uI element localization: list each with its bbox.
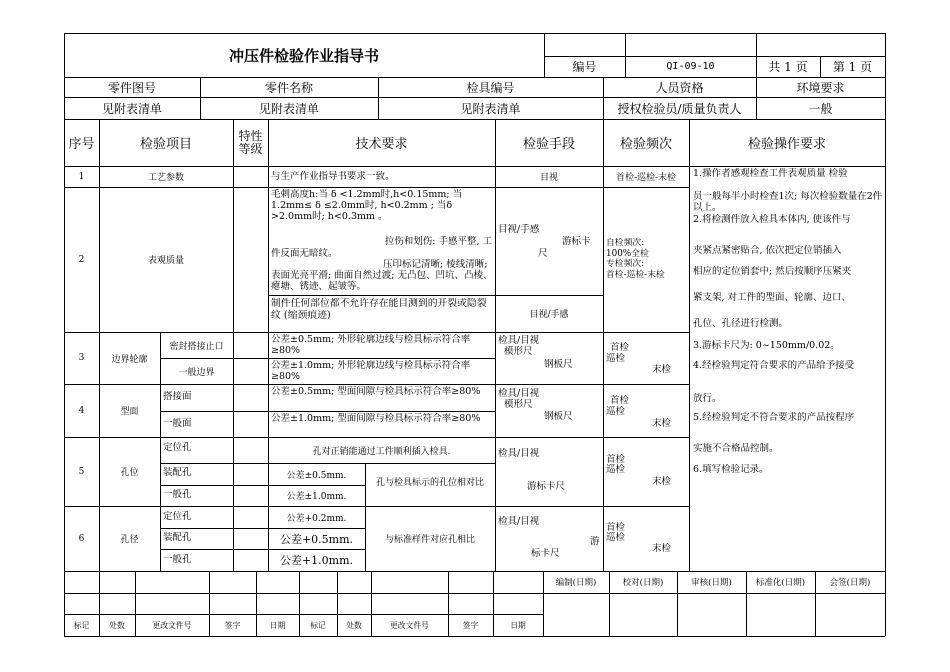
operation-line-6: 紧支架, 对工件的型面、轮廓、边口、 xyxy=(693,292,852,303)
footer-standardize: 标准化(日期) xyxy=(755,578,806,588)
row4-sub-overlap: 搭接面 xyxy=(163,391,192,402)
gauge-no-label: 检具编号 xyxy=(466,80,515,95)
row4-inner-line xyxy=(160,411,495,412)
footer-date-1: 日期 xyxy=(269,620,286,630)
row1-tech: 与生产作业指导书要求一致。 xyxy=(271,171,395,182)
qualification-value: 授权检验员/质量负责人 xyxy=(617,101,742,116)
row1-means: 目视 xyxy=(539,173,558,183)
page-number: 第 1 页 xyxy=(832,60,873,74)
col-header-operation: 检验操作要求 xyxy=(747,137,826,152)
footer-compile: 编制(日期) xyxy=(555,578,597,588)
row4-freq-patrol: 巡检 xyxy=(606,406,626,417)
code-value: QI-09-10 xyxy=(666,61,715,72)
row6-freq-last: 末检 xyxy=(652,543,672,554)
operation-line-9: 4.经检验判定符合要求的产品给予接受 xyxy=(693,360,855,371)
row3-freq-patrol: 巡检 xyxy=(606,353,626,364)
row3-tech-general: 公差±1.0mm; 外形轮廓边线与检具标示符合率≥80% xyxy=(271,360,471,382)
row6-means-caliper-b: 标卡尺 xyxy=(531,548,560,559)
row6-tech-locating: 公差+0.2mm. xyxy=(286,513,347,524)
row2-tech-crack: 制件任何部位都不允许存在能目测到的开裂或隐裂纹 (缩颈痕迹) xyxy=(271,298,487,321)
col-header-special: 特性等级 xyxy=(238,128,263,156)
row5-seq: 5 xyxy=(78,466,85,477)
row3-freq-first: 首检 xyxy=(610,342,630,353)
row3-tech-seal: 公差±0.5mm; 外形轮廓边线与检具标示符合率≥80% xyxy=(271,334,471,356)
environment-label: 环境要求 xyxy=(796,80,845,95)
row1-seq: 1 xyxy=(78,171,85,182)
col-header-seq: 序号 xyxy=(68,137,95,152)
row1-item: 工艺参数 xyxy=(147,173,184,183)
operation-line-7: 孔位、孔径进行检测。 xyxy=(693,318,789,329)
operation-line-4: 夹紧点紧密贴合, 依次把定位销插入 xyxy=(693,245,842,256)
footer-mark-2: 标记 xyxy=(310,620,326,630)
row3-freq-last: 末检 xyxy=(652,364,672,375)
row6-tech-common: 与标准样件对应孔相比 xyxy=(384,535,475,545)
code-label: 编号 xyxy=(572,60,597,74)
row6-freq-patrol: 巡检 xyxy=(606,532,626,543)
row6-means-caliper-a: 游 xyxy=(590,536,600,547)
row4-tech-general: 公差±1.0mm; 型面间隙与检具标示符合率≥80% xyxy=(271,413,481,424)
row3-sub-seal: 密封搭接止口 xyxy=(169,341,224,352)
row6-sub-locating: 定位孔 xyxy=(163,511,192,522)
row3-means-ruler: 钢板尺 xyxy=(544,359,573,370)
row4-means-wedge: 模形尺 xyxy=(504,399,533,410)
row5-sub-general: 一般孔 xyxy=(163,489,192,500)
col-freq-right xyxy=(689,119,690,571)
operation-line-1: 1.操作者感观检查工件表观质量 检验 xyxy=(693,168,848,179)
row6-freq-first: 首检 xyxy=(606,522,626,533)
row6-tech-assembly: 公差+0.5mm. xyxy=(279,532,354,546)
row4-tech-overlap: 公差±0.5mm; 型面间隙与检具标示符合率≥80% xyxy=(271,386,481,397)
row5-item: 孔位 xyxy=(120,468,139,478)
footer-sign-2: 签字 xyxy=(462,620,479,630)
row4-seq: 4 xyxy=(78,405,85,416)
footer-doc-1: 更改文件号 xyxy=(152,620,192,630)
footer-review: 审核(日期) xyxy=(691,578,732,588)
row2-means-caliper: 游标卡 xyxy=(562,236,591,247)
row3-item: 边界轮廓 xyxy=(111,354,148,365)
row5-freq-first: 首检 xyxy=(606,454,626,465)
document-title: 冲压件检验作业指导书 xyxy=(228,46,379,65)
row3-seq: 3 xyxy=(78,353,85,363)
part-drawing-value: 见附表清单 xyxy=(101,101,162,116)
part-name-label: 零件名称 xyxy=(264,80,313,95)
row3-means-gauge: 检具/目视 xyxy=(498,335,540,346)
row5-sub-locating: 定位孔 xyxy=(163,442,192,453)
operation-line-12: 实施不合格品控制。 xyxy=(693,443,779,454)
part-name-value: 见附表清单 xyxy=(258,101,319,116)
row2-tech-scratch: 拉伤和划伤: 手感平整, 工 xyxy=(384,236,492,247)
row4-sub-general: 一般面 xyxy=(163,418,192,429)
row5-means-caliper: 游标卡尺 xyxy=(527,481,566,492)
operation-line-13: 6.填写检验记录。 xyxy=(693,464,769,475)
operation-line-2: 员一般每半小时检查1次; 每次检验数量在2件以上。 xyxy=(693,191,883,213)
row5-freq-patrol: 巡检 xyxy=(606,464,626,475)
operation-line-10: 放行。 xyxy=(693,393,722,404)
frame-right xyxy=(885,33,886,636)
row5-tech-general: 公差±1.0mm. xyxy=(286,492,347,502)
row2-seq: 2 xyxy=(78,254,85,265)
row5-tech-locating: 孔对正销能通过工件顺利插入检具. xyxy=(312,446,451,457)
footer-mark-1: 标记 xyxy=(73,620,90,630)
operation-line-3: 2.将检测件放入检具本体内, 使该件与 xyxy=(693,214,851,225)
footer-check: 校对(日期) xyxy=(622,578,664,588)
row4-freq-first: 首检 xyxy=(610,395,630,406)
row2-item: 表观质量 xyxy=(147,256,184,266)
footer-countersign: 会签(日期) xyxy=(829,578,871,588)
row5-sub-assembly: 装配孔 xyxy=(163,467,192,478)
row2-freq: 自检频次: 100%全检 专检频次: 首检-巡检-末检 xyxy=(606,238,665,280)
row3-means-wedge: 模形尺 xyxy=(504,346,533,357)
operation-line-11: 5.经检验判定不符合要求的产品按程序 xyxy=(693,412,855,423)
operation-line-8: 3.游标卡尺为: 0~150mm/0.02。 xyxy=(693,340,840,351)
footer-sign-1: 签字 xyxy=(224,620,241,630)
row2-means-visual: 目视/手感 xyxy=(498,224,540,235)
row4-freq-last: 末检 xyxy=(652,418,672,429)
row3-sub-general: 一般边界 xyxy=(178,367,215,378)
frame-bottom xyxy=(64,636,885,637)
environment-value: 一般 xyxy=(808,101,833,116)
row6-seq: 6 xyxy=(78,533,85,544)
qualification-label: 人员资格 xyxy=(655,80,704,95)
footer-doc-2: 更改文件号 xyxy=(390,620,429,630)
gauge-no-value: 见附表清单 xyxy=(460,101,521,116)
row4-item: 型面 xyxy=(120,407,139,417)
row2-means-caliper-cont: 尺 xyxy=(538,248,548,259)
footer-sign-line xyxy=(543,593,885,594)
footer-date-2: 日期 xyxy=(510,620,526,630)
row5-means-gauge: 检具/目视 xyxy=(498,448,540,459)
col-header-tech: 技术要求 xyxy=(355,137,408,152)
col-header-means: 检验手段 xyxy=(522,137,575,152)
footer-place-1: 处数 xyxy=(109,620,125,630)
part-drawing-label: 零件图号 xyxy=(107,80,156,95)
row2-means-crack: 目视/手感 xyxy=(529,310,569,320)
total-pages: 共 1 页 xyxy=(768,60,808,74)
op-header-bottom xyxy=(689,166,885,167)
col-header-item: 检验项目 xyxy=(139,137,192,152)
col-header-freq: 检验频次 xyxy=(619,137,672,152)
row6-sub-general: 一般孔 xyxy=(163,554,192,565)
operation-line-5: 相应的定位销套中; 然后按顺序压紧夹 xyxy=(693,266,852,277)
row4-means-gauge: 检具/目视 xyxy=(498,388,540,399)
row2-tech-scratch-cont: 件反面无暗纹。 xyxy=(271,248,338,259)
row6-tech-general: 公差+1.0mm. xyxy=(279,554,354,567)
row1-freq: 首检-巡检-末检 xyxy=(615,173,677,183)
row5-tech-assembly: 公差±0.5mm. xyxy=(286,470,347,481)
row6-means-gauge: 检具/目视 xyxy=(498,516,540,527)
row4-means-ruler: 钢板尺 xyxy=(544,411,573,422)
footer-place-2: 处数 xyxy=(346,620,362,630)
row5-tech-common: 孔与检具标示的孔位相对比 xyxy=(375,478,484,488)
row6-item: 孔径 xyxy=(120,535,139,545)
row5-freq-last: 末检 xyxy=(652,476,672,487)
row6-sub-assembly: 装配孔 xyxy=(163,532,192,543)
row2-tech-surface: 压印标记清晰; 棱线清晰; 表面光亮平滑; 曲面自然过渡; 无凸包、凹坑、凸棱、瘪塘、锈迹、起皱等。 xyxy=(271,259,493,292)
row2-tech-burr: 毛刺高度h:当 δ <1.2mm时,h<0.15mm; 当1.2mm≤ δ ≤2.0mm时, h<0.2mm ; 当δ >2.0mm时; h<0.3mm 。 xyxy=(271,189,463,222)
